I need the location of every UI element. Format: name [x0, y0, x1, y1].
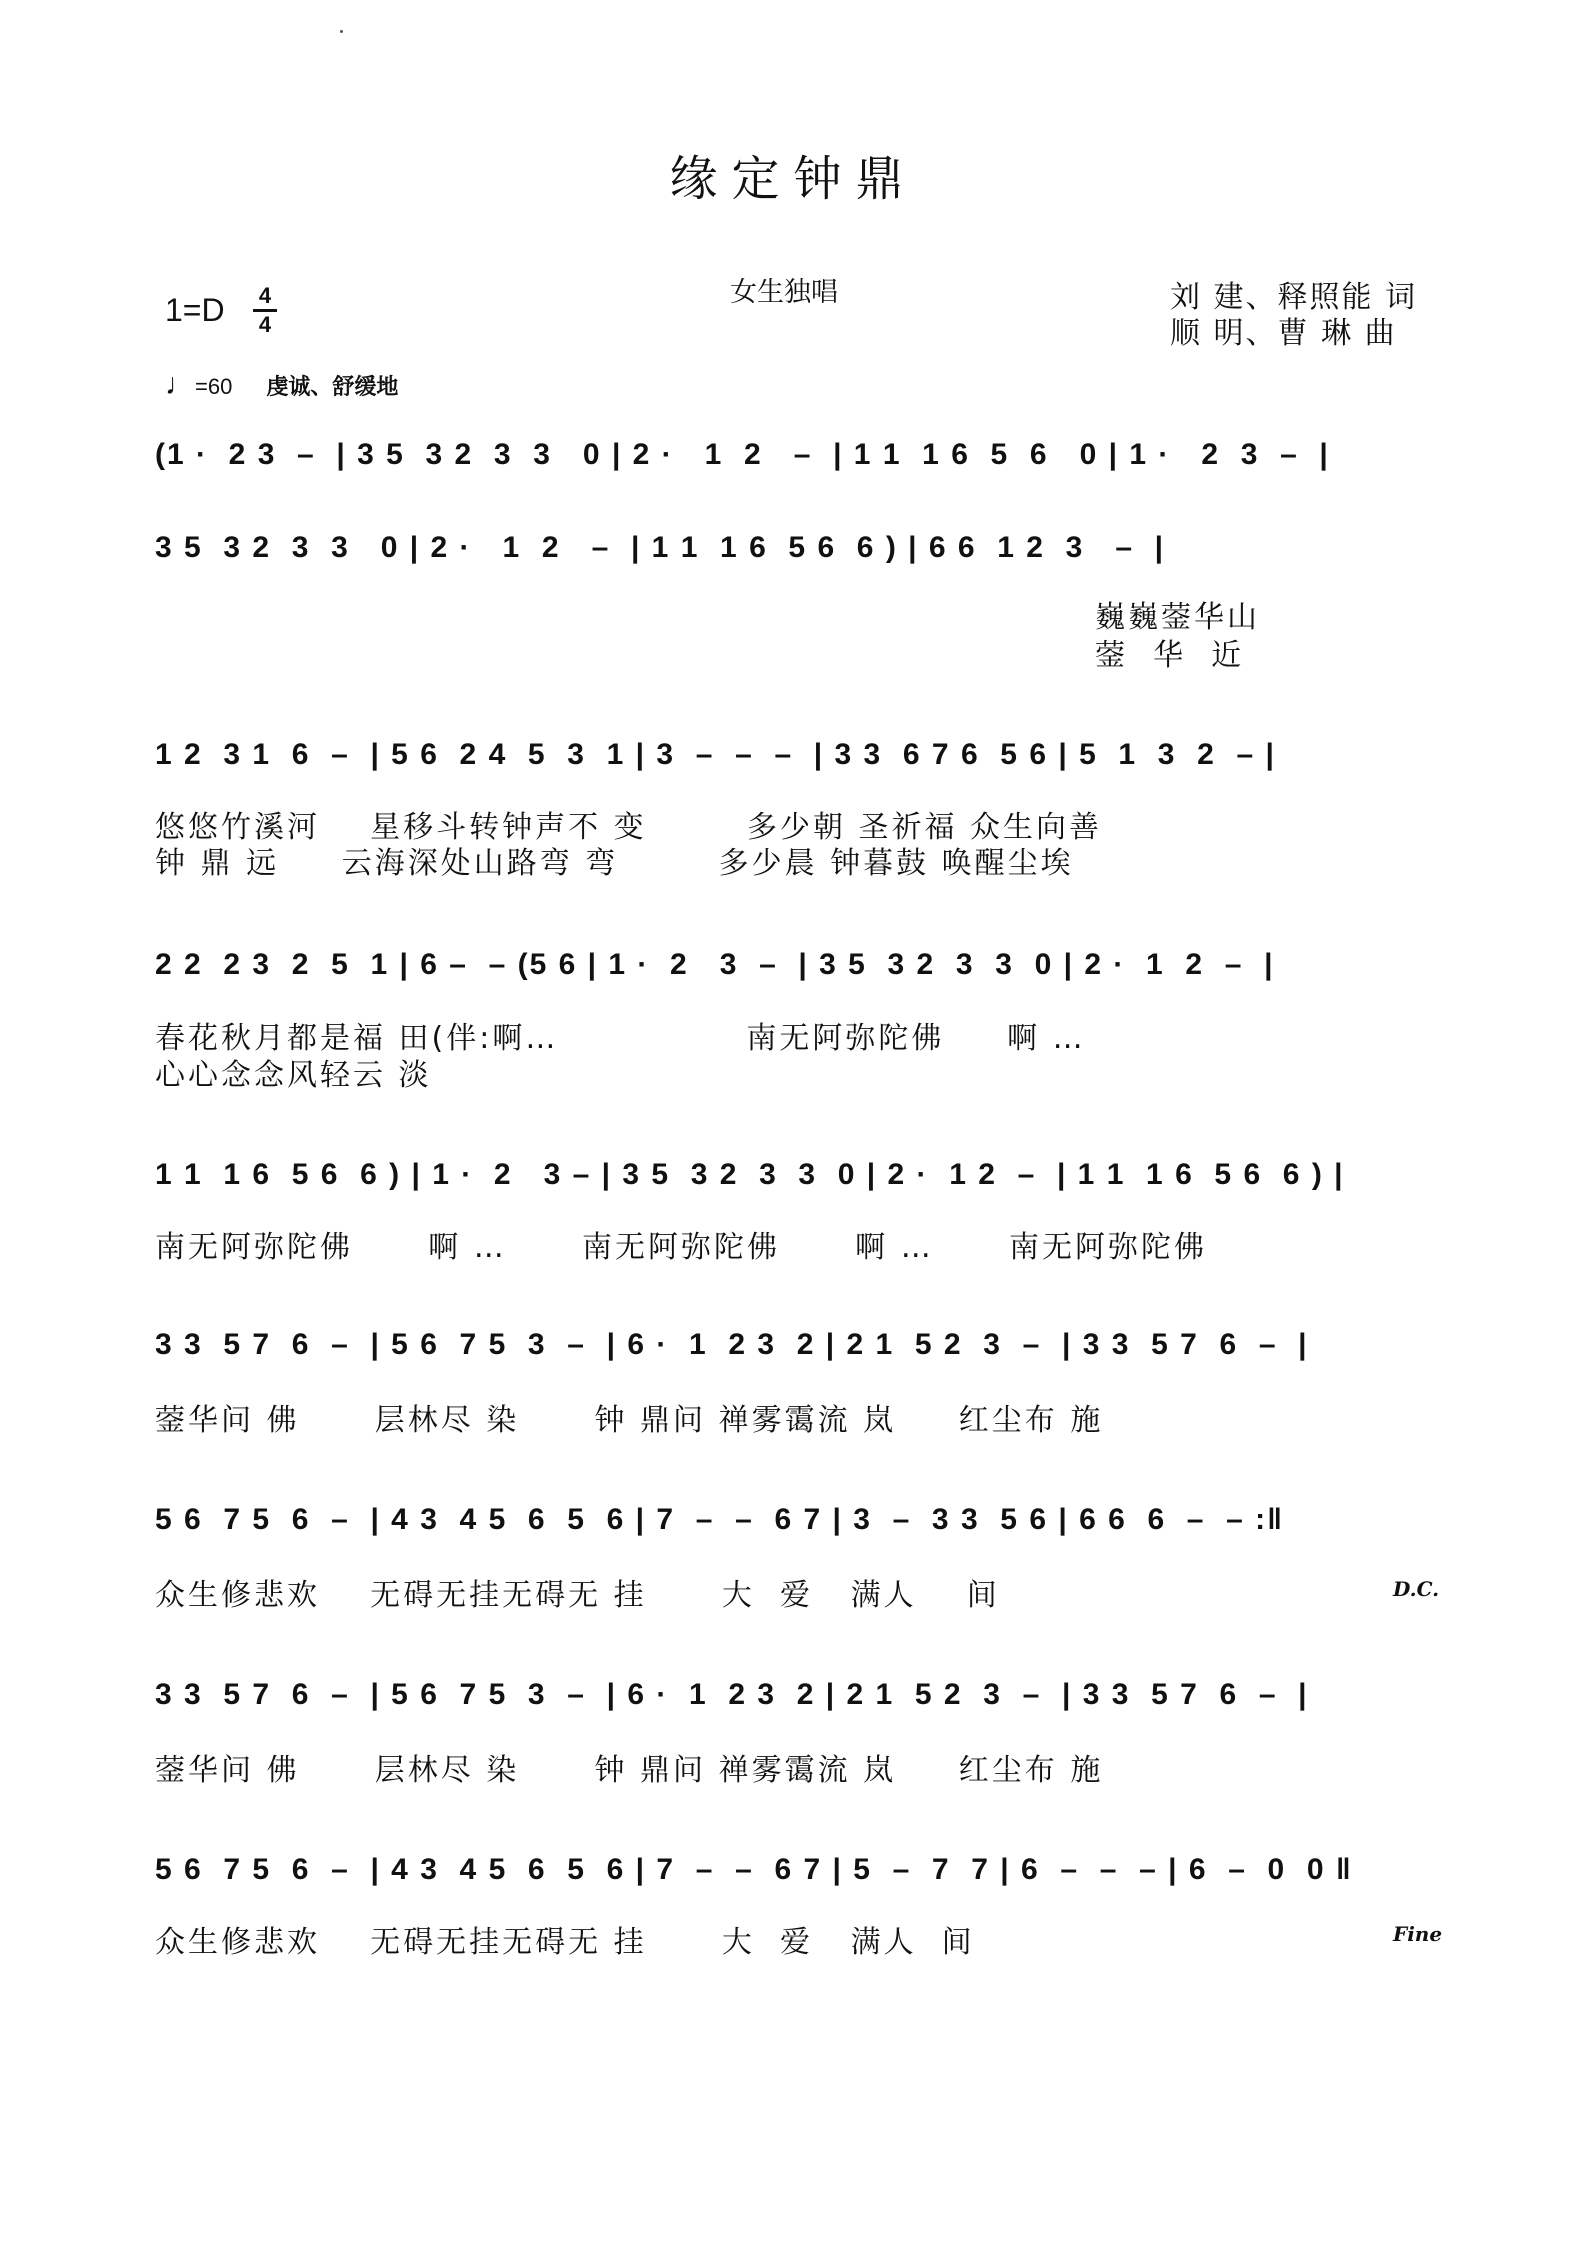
music-line-3: 1 2 3 1 6 – | 5 6 2 4 5 3 1 | 3 – – – | 3 3 6 7 6 5 6 | 5 1 3 2 – | — [155, 738, 1276, 771]
speck — [340, 30, 343, 33]
lyric-line-3a: 悠悠竹溪河 星移斗转钟声不 变 多少朝 圣祈福 众生向善 — [155, 810, 1103, 845]
genre-label: 女生独唱 — [730, 277, 838, 308]
lyric-line-3b: 钟 鼎 远 云海深处山路弯 弯 多少晨 钟暮鼓 唤醒尘埃 — [155, 846, 1074, 881]
quarter-note-icon: ♩ — [165, 368, 195, 401]
lyric-line-2b: 蓥 华 近 — [1095, 638, 1245, 673]
lyricist-credit: 刘 建、释照能 词 — [1170, 280, 1418, 315]
music-line-5: 1 1 1 6 5 6 6 ) | 1 · 2 3 – | 3 5 3 2 3 3 0 | 2 · 1 2 – | 1 1 1 6 5 6 6 ) | — [155, 1158, 1345, 1191]
tempo-bpm: =60 — [195, 374, 233, 399]
lyric-line-4b: 心心念念风轻云 淡 — [155, 1058, 432, 1093]
fine-mark: Fine — [1393, 1922, 1443, 1946]
time-denominator: 4 — [258, 312, 272, 337]
lyric-line-9: 众生修悲欢 无碍无挂无碍无 挂 大 爱 满人 间 — [155, 1925, 975, 1960]
lyric-line-4a: 春花秋月都是福 田(伴:啊… 南无阿弥陀佛 啊 … — [155, 1021, 1086, 1056]
music-line-9: 5 6 7 5 6 – | 4 3 4 5 6 5 6 | 7 – – 6 7 | 5 – 7 7 | 6 – – – | 6 – 0 0 ‖ — [155, 1853, 1353, 1886]
music-line-7: 5 6 7 5 6 – | 4 3 4 5 6 5 6 | 7 – – 6 7 | 3 – 3 3 5 6 | 6 6 6 – – :‖ — [155, 1503, 1285, 1536]
music-line-4: 2 2 2 3 2 5 1 | 6 – – (5 6 | 1 · 2 3 – | 3 5 3 2 3 3 0 | 2 · 1 2 – | — [155, 948, 1275, 981]
music-line-1: (1 · 2 3 – | 3 5 3 2 3 3 0 | 2 · 1 2 – | 1 1 1 6 5 6 0 | 1 · 2 3 – | — [155, 438, 1330, 471]
lyric-line-7: 众生修悲欢 无碍无挂无碍无 挂 大 爱 满人 间 — [155, 1578, 1000, 1613]
lyric-line-2a: 巍巍蓥华山 — [1095, 600, 1260, 635]
song-title: 缘定钟鼎 — [669, 151, 918, 207]
time-numerator: 4 — [258, 283, 272, 308]
key-signature: 1=D — [165, 292, 225, 328]
lyric-line-6: 蓥华问 佛 层林尽 染 钟 鼎问 禅雾霭流 岚 红尘布 施 — [155, 1403, 1104, 1438]
composer-credit: 顺 明、曹 琳 曲 — [1170, 316, 1397, 351]
tempo-marking — [165, 368, 398, 402]
music-line-2: 3 5 3 2 3 3 0 | 2 · 1 2 – | 1 1 1 6 5 6 6 ) | 6 6 1 2 3 – | — [155, 531, 1166, 564]
music-line-6: 3 3 5 7 6 – | 5 6 7 5 3 – | 6 · 1 2 3 2 | 2 1 5 2 3 – | 3 3 5 7 6 – | — [155, 1328, 1309, 1361]
lyric-line-5: 南无阿弥陀佛 啊 … 南无阿弥陀佛 啊 … 南无阿弥陀佛 — [155, 1230, 1207, 1265]
expression-mark: 虔诚、舒缓地 — [266, 374, 399, 399]
time-signature — [253, 284, 277, 337]
lyric-line-8: 蓥华问 佛 层林尽 染 钟 鼎问 禅雾霭流 岚 红尘布 施 — [155, 1753, 1104, 1788]
music-line-8: 3 3 5 7 6 – | 5 6 7 5 3 – | 6 · 1 2 3 2 | 2 1 5 2 3 – | 3 3 5 7 6 – | — [155, 1678, 1309, 1711]
dc-mark: D.C. — [1393, 1577, 1440, 1601]
